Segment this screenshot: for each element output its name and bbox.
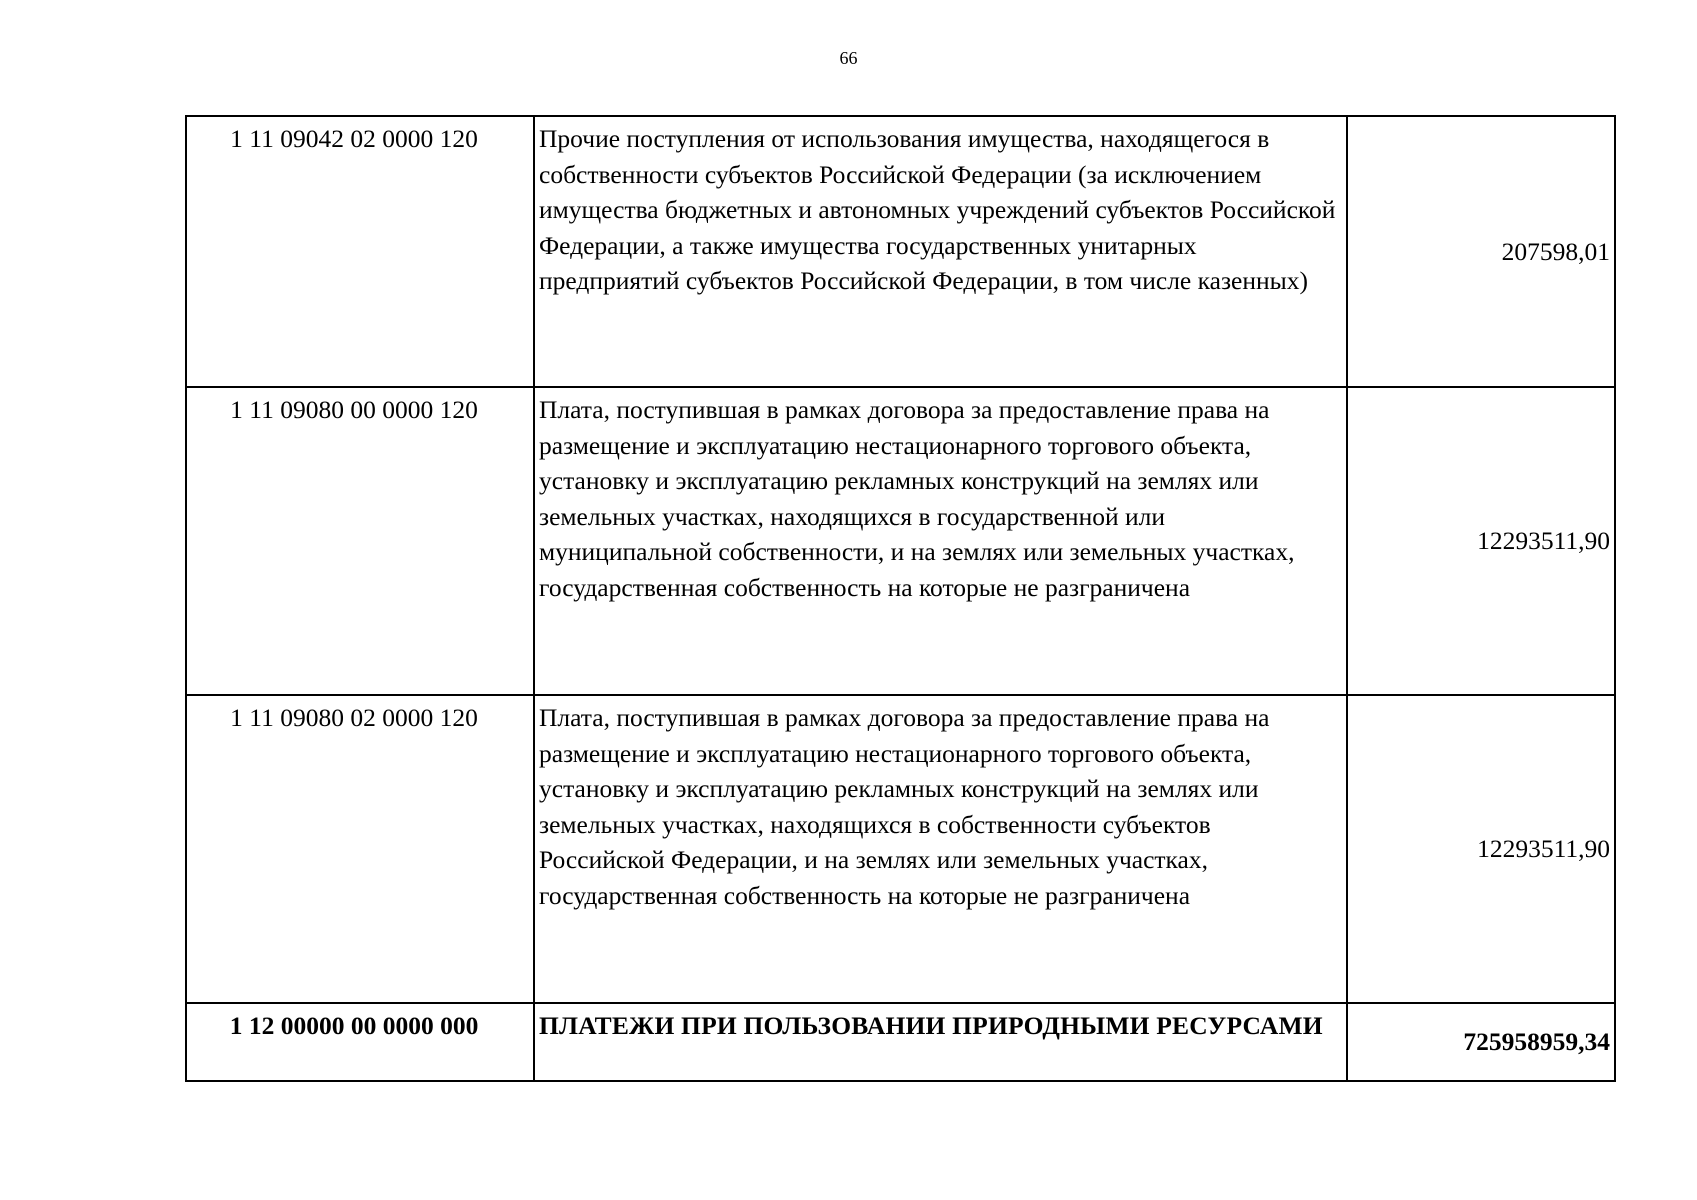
table-row	[186, 387, 1615, 695]
table-row	[186, 695, 1615, 1003]
budget-revenue-table	[185, 115, 1616, 1082]
revenue-code-cell: 1 12 00000 00 0000 000	[186, 1003, 534, 1081]
revenue-code-cell: 1 11 09080 00 0000 120	[186, 387, 534, 695]
revenue-code-cell: 1 11 09042 02 0000 120	[186, 116, 534, 387]
revenue-sum-cell: 12293511,90	[1347, 695, 1615, 1003]
revenue-name-cell: Плата, поступившая в рамках договора за предоставление права на размещение и эксплуатацию нестационарного торгового объекта, установку и эксплуатацию рекламных конструкций на землях или земельных участках, находящихся в государственной или муниципальной собственности, и на землях или земельных участках, государственная собственность на которые не разграничена	[534, 387, 1347, 695]
revenue-code-cell: 1 11 09080 02 0000 120	[186, 695, 534, 1003]
revenue-sum-cell: 207598,01	[1347, 116, 1615, 387]
table-row-section-total	[186, 1003, 1615, 1081]
revenue-name-cell: Прочие поступления от использования имущества, находящегося в собственности субъектов Российской Федерации (за исключением имущества бюджетных и автономных учреждений субъектов Российской Федерации, а также имущества государственных унитарных предприятий субъектов Российской Федерации, в том числе казенных)	[534, 116, 1347, 387]
revenue-sum-cell: 725958959,34	[1347, 1003, 1615, 1081]
revenue-sum-cell: 12293511,90	[1347, 387, 1615, 695]
table-row	[186, 116, 1615, 387]
revenue-name-cell: Плата, поступившая в рамках договора за предоставление права на размещение и эксплуатацию нестационарного торгового объекта, установку и эксплуатацию рекламных конструкций на землях или земельных участках, находящихся в собственности субъектов Российской Федерации, и на землях или земельных участках, государственная собственность на которые не разграничена	[534, 695, 1347, 1003]
page-number: 66	[839, 48, 858, 68]
revenue-name-cell: ПЛАТЕЖИ ПРИ ПОЛЬЗОВАНИИ ПРИРОДНЫМИ РЕСУРСАМИ	[534, 1003, 1347, 1081]
